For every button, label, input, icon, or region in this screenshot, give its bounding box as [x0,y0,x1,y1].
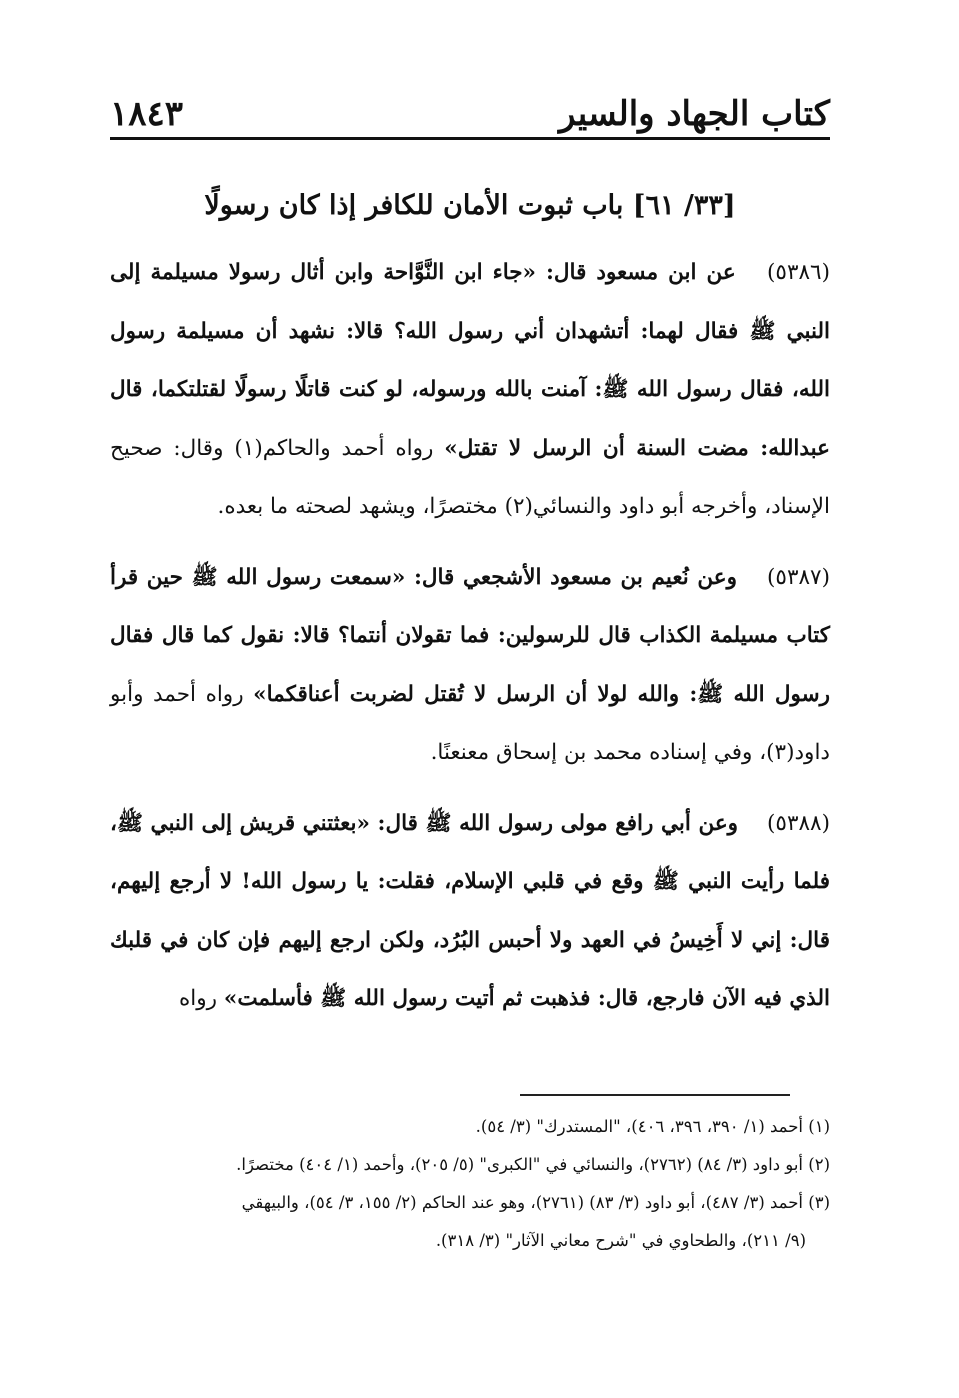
hadith-source: رواه [179,986,218,1011]
footnote-1: (١) أحمد (١/ ٣٩٠، ٣٩٦، ٤٠٦)، "المستدرك" (٣/ ٥٤). [475,1117,830,1136]
footnote-divider [520,1094,790,1096]
hadith-5388 [110,795,830,1029]
hadith-text: عن ابن مسعود قال: «جاء ابن النَّوَّاحة وابن أثال رسولا مسيلمة إلى النبي ﷺ فقال لهما: أتشهدان أني رسول الله؟ قالا: نشهد أن مسيلمة رسول الله، فقال رسول الله ﷺ: آمنت بالله ورسوله، لو كنت قاتلًا رسولًا لقتلتكما، قال عبدالله: مضت السنة أن الرسل لا تقتل» [110,260,830,461]
hadith-number: (٥٣٨٨) [767,810,830,836]
footnote-3-continued: (٩/ ٢١١)، والطحاوي في "شرح معاني الآثار" (٣/ ٣١٨). [435,1231,806,1250]
hadith-text: وعن أبي رافع مولى رسول الله ﷺ قال: «بعثتني قريش إلى النبي ﷺ، فلما رأيت النبي ﷺ وقع في قلبي الإسلام، فقلت: يا رسول الله! لا أرجع إليهم، قال: إني لا أَخِيسُ في العهد ولا أحبس البُرُد، ولكن ارجع إليهم فإن كان في قلبك الذي فيه الآن فارجع، قال: فذهبت ثم أتيت رسول الله ﷺ فأسلمت» [110,810,830,1011]
hadith-number: (٥٣٨٦) [767,260,830,285]
hadith-5387 [110,549,830,783]
hadith-source: رواه أحمد والحاكم(١) وقال: صحيح الإسناد، وأخرجه أبو داود والنسائي(٢) مختصرًا، ويشهد لصحته ما بعده. [110,435,830,519]
footnote-3: (٣) أحمد (٣/ ٤٨٧)، أبو داود (٣/ ٨٣) (٢٧٦١)، وهو عند الحاكم (٢/ ١٥٥، ٣/ ٥٤)، والبيهقي [241,1193,830,1212]
hadith-5386 [110,244,830,537]
footnotes [110,1108,830,1260]
hadith-number: (٥٣٨٧) [767,564,830,590]
chapter-title: [٣٣/ ٦١] باب ثبوت الأمان للكافر إذا كان رسولًا [204,190,736,221]
hadith-text: وعن نُعيم بن مسعود الأشجعي قال: «سمعت رسول الله ﷺ حين قرأ كتاب مسيلمة الكذاب قال للرسولين: فما تقولان أنتما؟ قالا: نقول كما قال فقال رسول الله ﷺ: والله لولا أن الرسل لا تُقتل لضربت أعناقكما» [110,564,830,707]
hadith-source: رواه أحمد وأبو داود(٣)، وفي إسناده محمد بن إسحاق معنعنًا. [110,681,830,765]
main-text [110,186,830,1041]
page-number: ١٨٤٣ [110,94,184,134]
footnote-2: (٢) أبو داود (٣/ ٨٤) (٢٧٦٢)، والنسائي في "الكبرى" (٥/ ٢٠٥)، وأحمد (١/ ٤٠٤) مختصرًا. [236,1155,830,1174]
book-title: كتاب الجهاد والسير [559,94,830,134]
page-header [110,92,830,136]
header-divider [110,137,830,140]
